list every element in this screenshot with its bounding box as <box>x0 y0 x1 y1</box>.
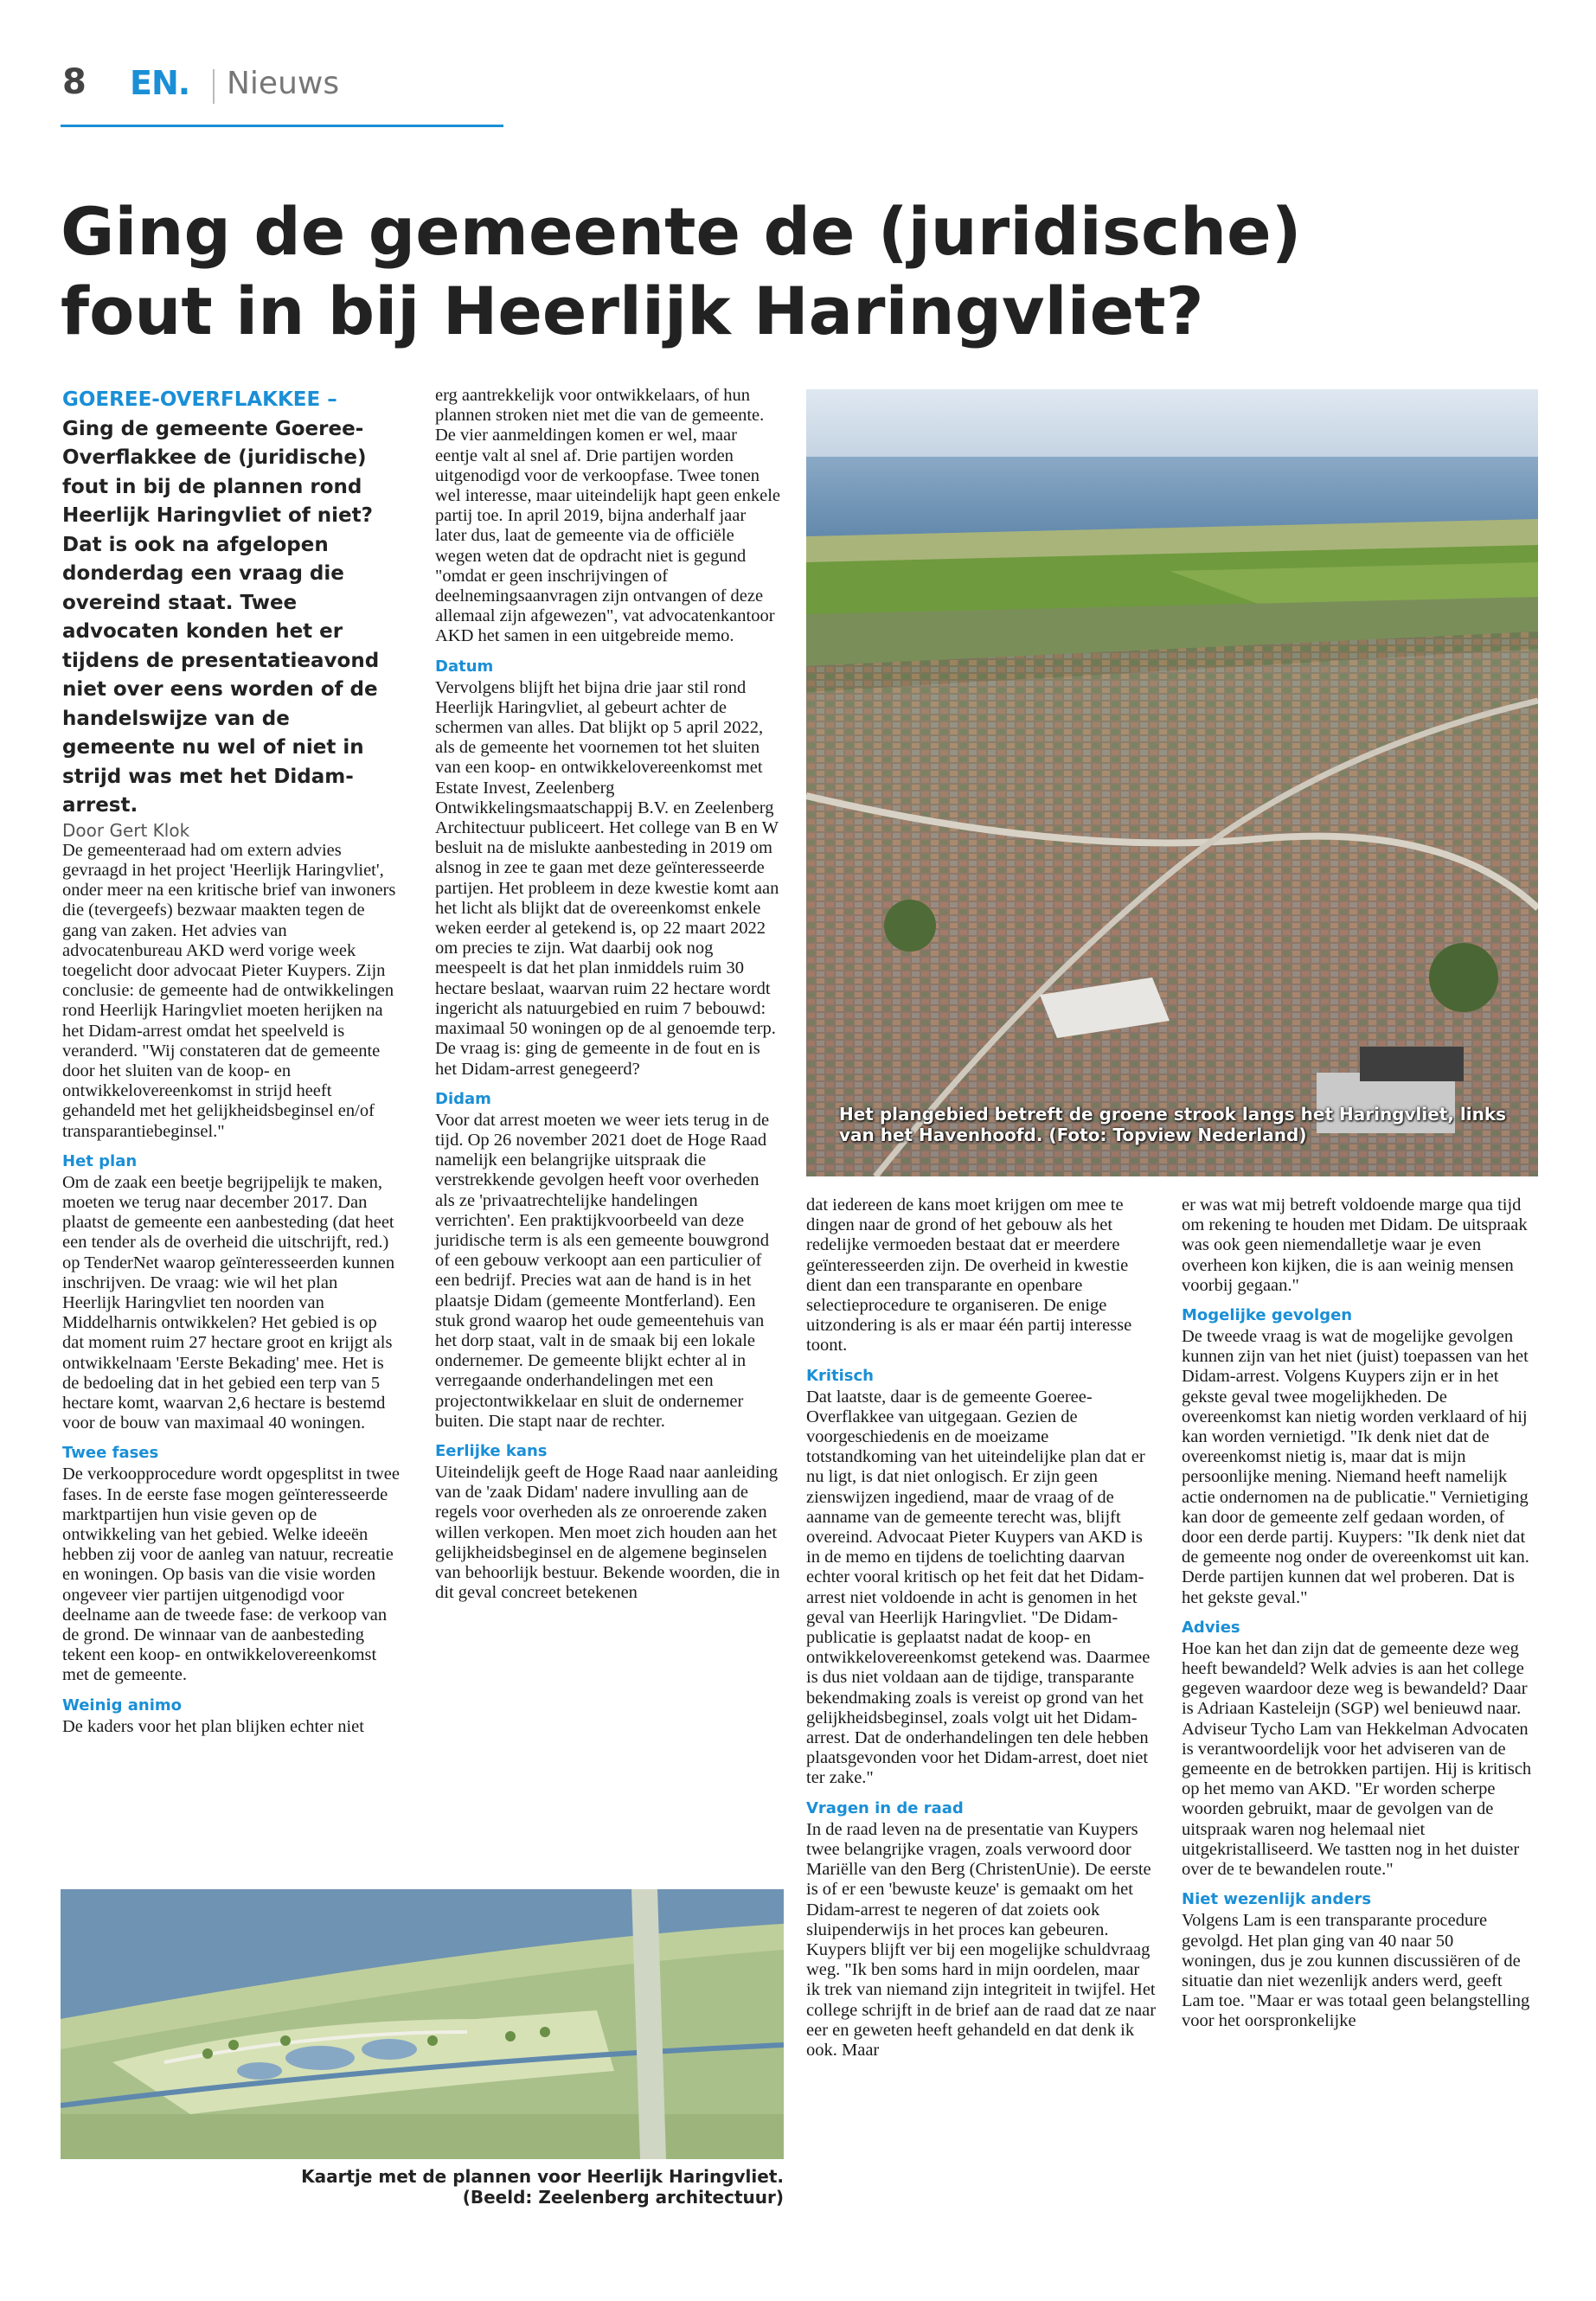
paragraph: De gemeenteraad had om extern advies gevraagd in het project 'Heerlijk Haringvliet', onder meer na een kritische brief van inwoners die (tevergeefs) bezwaar maakten tegen de gang van zaken. Het advies van advocatenbureau AKD werd vorige week toegelicht door advocaat Pieter Kuypers. Zijn conclusie: de gemeente had de ontwikkelingen rond Heerlijk Haringvliet moeten herijken na het Didam-arrest omdat het speelveld is veranderd. "Wij constateren dat de gemeente door het sluiten van de koop- en ontwikkelovereenkomst in strijd heeft gehandeld met het gelijkheidsbeginsel en/of transparantiebeginsel." <box>62 840 396 1141</box>
paragraph: Dat laatste, daar is de gemeente Goeree-Overflakkee van uitgegaan. Gezien de voorgeschiedenis en de moeizame totstandkoming van het uiteindelijke plan dat er nu ligt, is dat niet onlogisch. Er zijn geen zienswijzen ingediend, maar de vraag of de aanname van de gemeente terecht was, blijft overeind. Advocaat Pieter Kuypers van AKD is in de memo en tijdens de toelichting daarvan echter vooral kritisch op het feit dat het Didam-arrest niet voldoende in acht is genomen in het geval van Heerlijk Haringvliet. "De Didam-publicatie is geplaatst nadat de koop- en ontwikkelovereenkomst getekend was. Daarmee is dus niet voldaan aan de tijdige, transparante bekendmaking zoals is vereist op grond van het gelijkheidsbeginsel, zoals volgt uit het Didam-arrest. Dat de onderhandelingen ten dele hebben plaatsgevonden voor het Didam-arrest, doet niet ter zake." <box>806 1387 1151 1788</box>
page-number: 8 <box>62 62 87 102</box>
subheading: Weinig animo <box>62 1695 182 1715</box>
article-column-1 <box>62 386 400 1737</box>
plan-map <box>61 1889 784 2159</box>
subheading: Advies <box>1182 1618 1240 1637</box>
paragraph: dat iedereen de kans moet krijgen om mee te dingen naar de grond of het gebouw als het redelijke vermoeden bestaat dat er meerdere geïnteresseerden zijn. De overheid in kwestie dient dan een transparante en openbare selectieprocedure te organiseren. De enige uitzondering is als er maar één partij interesse toont. <box>806 1195 1132 1356</box>
paragraph: Vervolgens blijft het bijna drie jaar stil rond Heerlijk Haringvliet, al gebeurt achter de schermen van alles. Dat blijkt op 5 april 2022, als de gemeente het voornemen tot het sluiten van een koop- en ontwikkelovereenkomst met Estate Invest, Zeelenberg Ontwikkelingsmaatschappij B.V. en Zeelenberg Architectuur publiceert. Het college van B en W besluit na de mislukte aanbesteding in 2019 om alsnog in zee te gaan met deze geïnteresseerde partijen. Het probleem in deze kwestie komt aan het licht als blijkt dat de overeenkomst enkele weken eerder al getekend is, op 22 maart 2022 om precies te zijn. Wat daarbij ook nog meespeelt is dat het plan inmiddels ruim 30 hectare beslaat, waarvan ruim 22 hectare wordt ingericht als natuurgebied en ruim 7 bebouwd: maximaal 50 woningen op de al genoemde terp. De vraag is: ging de gemeente in de fout en is het Didam-arrest genegeerd? <box>435 677 779 1079</box>
paragraph: In de raad leven na de presentatie van Kuypers twee belangrijke vragen, zoals verwoord door Mariëlle van den Berg (ChristenUnie). De eerste is of er een 'bewuste keuze' is gemaakt om het Didam-arrest te negeren of dat zoiets ook sluipenderwijs in het proces kan gebeuren. Kuypers blijft ver bij een mogelijke schuldvraag weg. "Ik ben soms hard in mijn oordelen, maar ik trek van niemand zijn integriteit in twijfel. Het college schrijft in de brief aan de raad dat ze naar eer en geweten heeft gehandeld en dat denk ik ook. Maar <box>806 1819 1157 2060</box>
paragraph: Volgens Lam is een transparante procedure gevolgd. Het plan ging van 40 naar 50 woningen, dus je zou kunnen discussiëren of de situatie dan niet wezenlijk anders werd, geeft Lam toe. "Maar er was totaal geen belangstelling voor het oorspronkelijke <box>1182 1911 1530 2031</box>
headline-line-1: Ging de gemeente de (juridische) <box>61 193 1302 270</box>
paragraph: De kaders voor het plan blijken echter niet <box>62 1716 364 1736</box>
subheading: Vragen in de raad <box>806 1798 964 1817</box>
plan-map-image <box>61 1889 784 2159</box>
aerial-photo-image <box>806 389 1538 1176</box>
dateline: GOEREE-OVERFLAKKEE – <box>62 388 337 411</box>
newspaper-logo: EN. <box>130 64 190 102</box>
article-column-2 <box>435 386 781 1603</box>
subheading: Datum <box>435 657 494 676</box>
article-lead <box>62 386 400 821</box>
map-caption <box>61 2166 784 2208</box>
byline: Door Gert Klok <box>62 819 190 841</box>
map-caption-line-2: (Beeld: Zeelenberg architectuur) <box>462 2187 784 2208</box>
paragraph: Voor dat arrest moeten we weer iets terug in de tijd. Op 26 november 2021 doet de Hoge Raad namelijk een belangrijke uitspraak die verstrekkende gevolgen heeft voor overheden als ze 'privaatrechtelijke handelingen verrichten'. Een praktijkvoorbeeld van deze juridische term is als een gemeente bouwgrond of een gebouw verkoopt aan een particulier of een bedrijf. Precies wat aan de hand is in het plaatsje Didam (gemeente Montferland). Een stuk grond waarop het oude gemeentehuis van het dorp staat, valt in de smaak bij een lokale ondernemer. De gemeente blijkt echter al in verregaande onderhandelingen met een projectontwikkelaar en sluit de ondernemer buiten. Die stapt naar de rechter. <box>435 1110 770 1431</box>
paragraph: Uiteindelijk geeft de Hoge Raad naar aanleiding van de 'zaak Didam' nadere invulling aan de regels voor overheden als ze onroerende zaken willen verkopen. Men moet zich houden aan het gelijkheidsbeginsel en de algemene beginselen van behoorlijk bestuur. Bekende woorden, die in dit geval concreet betekenen <box>435 1462 780 1603</box>
paragraph: er was wat mij betreft voldoende marge qua tijd om rekening te houden met Didam. De uitspraak was ook geen niemendalletje waar je even overheen kon kijken, die is aan weinig mensen voorbij gegaan." <box>1182 1195 1528 1295</box>
subheading: Mogelijke gevolgen <box>1182 1306 1353 1325</box>
article-headline <box>61 192 1531 351</box>
subheading: Het plan <box>62 1151 138 1170</box>
masthead-divider <box>213 69 215 104</box>
photo-caption: Het plangebied betreft de groene strook langs het Haringvliet, links van het Havenhoofd. (Foto: Topview Nederland) <box>839 1104 1507 1145</box>
subheading: Niet wezenlijk anders <box>1182 1890 1372 1909</box>
paragraph: Hoe kan het dan zijn dat de gemeente deze weg heeft bewandeld? Welk advies is aan het college gegeven waardoor deze weg is bewandeld? Daar is Adriaan Kasteleijn (SGP) wel benieuwd naar. Adviseur Tycho Lam van Hekkelman Advocaten is verantwoordelijk voor het adviseren van de gemeente en de betrokken partijen. Hij is kritisch op het memo van AKD. "Er worden scherpe woorden gebruikt, maar de gevolgen van de uitspraak waren nog helemaal niet uitgekristalliseerd. We tastten nog in het duister over de te bewandelen route." <box>1182 1638 1532 1880</box>
paragraph: De tweede vraag is wat de mogelijke gevolgen kunnen zijn van het niet (juist) toepassen van het Didam-arrest. Volgens Kuypers zijn er in het gekste geval twee mogelijkheden. De overeenkomst kan nietig worden verklaard of hij kan worden vernietigd. "Ik denk niet dat de overeenkomst nietig is, maar dat is mijn persoonlijke mening. Niemand heeft namelijk actie ondernomen na de publicatie." Vernietiging kan door de gemeente zelf gedaan worden, of door een derde partij. Kuypers: "Ik denk niet dat de gemeente nog onder de overeenkomst uit kan. Derde partijen kunnen dat wel proberen. Dat is het gekste geval." <box>1182 1327 1529 1607</box>
article-column-4 <box>1182 1195 1532 2032</box>
subheading: Twee fases <box>62 1444 159 1463</box>
section-label: Nieuws <box>227 66 340 101</box>
paragraph: De verkoopprocedure wordt opgesplitst in twee fases. In de eerste fase mogen geïnteresseerde marktpartijen hun visie geven op de ontwikkeling van het gebied. Welke ideeën hebben zij voor de aanleg van natuur, recreatie en woningen. Op basis van die visie worden ongeveer vier partijen uitgenodigd voor deelname aan de tweede fase: de verkoop van de grond. De winnaar van de aanbesteding tekent een koop- en ontwikkelovereenkomst met de gemeente. <box>62 1465 400 1685</box>
map-caption-line-1: Kaartje met de plannen voor Heerlijk Haringvliet. <box>301 2166 784 2187</box>
article-column-3 <box>806 1195 1157 2061</box>
subheading: Eerlijke kans <box>435 1441 548 1460</box>
subheading: Didam <box>435 1089 491 1108</box>
subheading: Kritisch <box>806 1366 874 1385</box>
masthead-rule <box>61 125 503 127</box>
aerial-photo <box>806 389 1538 1176</box>
paragraph: erg aantrekkelijk voor ontwikkelaars, of hun plannen stroken niet met die van de gemeente. De vier aanmeldingen komen er wel, maar eentje valt al snel af. Drie partijen worden uitgenodigd voor de verkoopfase. Twee tonen wel interesse, maar uiteindelijk hapt geen enkele partij toe. In april 2019, bijna anderhalf jaar later dus, laat de gemeente via de officiële wegen weten dat de opdracht niet is gegund "omdat er geen inschrijvingen of deelnemingsaanvragen zijn ontvangen of deze allemaal zijn afgewezen", vat advocatenkantoor AKD het samen in een uitgebreide memo. <box>435 386 781 646</box>
headline-line-2: fout in bij Heerlijk Haringvliet? <box>61 272 1204 349</box>
lead-text: Ging de gemeente Goeree-Overflakkee de (juridische) fout in bij de plannen rond Heerlijk Haringvliet of niet? Dat is ook na afgelopen donderdag een vraag die overeind staat. Twee advocaten konden het er tijdens de presentatieavond niet over eens worden of de handelswijze van de gemeente nu wel of niet in strijd was met het Didam-arrest. <box>62 417 380 817</box>
paragraph: Om de zaak een beetje begrijpelijk te maken, moeten we terug naar december 2017. Dan plaatst de gemeente een aanbesteding (dat heet een tender als de overheid die uitschrijft, red.) op TenderNet waarop geïnteresseerden kunnen inschrijven. De vraag: wie wil het plan Heerlijk Haringvliet ten noorden van Middelharnis ontwikkelen? Het gebied is op dat moment ruim 27 hectare groot en krijgt als ontwikkelnaam 'Eerste Bekading' mee. Het is de bedoeling dat in het gebied een terp van 5 hectare komt, waarvan 2,6 hectare is bestemd voor de bouw van maximaal 40 woningen. <box>62 1172 395 1433</box>
